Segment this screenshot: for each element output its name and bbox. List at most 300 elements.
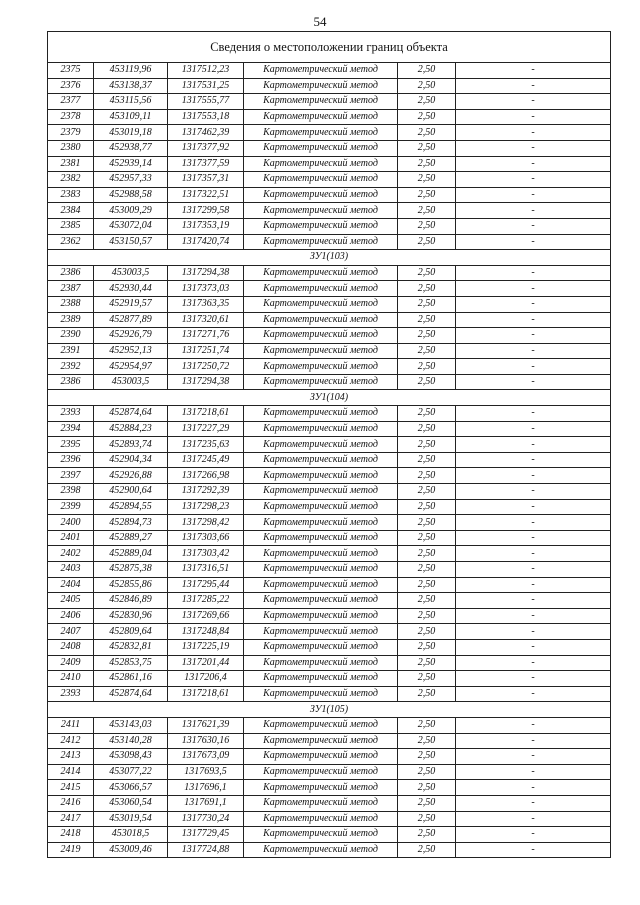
- x-coordinate-cell: 452926,79: [94, 328, 168, 344]
- table-row: [48, 608, 611, 624]
- point-number-cell: 2418: [48, 827, 94, 843]
- y-coordinate-cell: 1317303,42: [168, 546, 244, 562]
- table-body: [48, 32, 611, 858]
- description-cell: -: [456, 437, 611, 453]
- x-coordinate-cell: 452846,89: [94, 593, 168, 609]
- method-cell: Картометрический метод: [244, 187, 398, 203]
- table-row: [48, 811, 611, 827]
- point-number-cell: 2404: [48, 577, 94, 593]
- method-cell: Картометрический метод: [244, 655, 398, 671]
- method-cell: Картометрический метод: [244, 562, 398, 578]
- description-cell: -: [456, 593, 611, 609]
- table-row: [48, 546, 611, 562]
- description-cell: -: [456, 452, 611, 468]
- x-coordinate-cell: 452894,73: [94, 515, 168, 531]
- accuracy-cell: 2,50: [398, 343, 456, 359]
- accuracy-cell: 2,50: [398, 546, 456, 562]
- table-row: [48, 686, 611, 702]
- y-coordinate-cell: 1317235,63: [168, 437, 244, 453]
- point-number-cell: 2386: [48, 265, 94, 281]
- description-cell: -: [456, 218, 611, 234]
- accuracy-cell: 2,50: [398, 577, 456, 593]
- y-coordinate-cell: 1317299,58: [168, 203, 244, 219]
- description-cell: -: [456, 515, 611, 531]
- method-cell: Картометрический метод: [244, 468, 398, 484]
- y-coordinate-cell: 1317531,25: [168, 78, 244, 94]
- accuracy-cell: 2,50: [398, 265, 456, 281]
- accuracy-cell: 2,50: [398, 187, 456, 203]
- description-cell: -: [456, 125, 611, 141]
- x-coordinate-cell: 453138,37: [94, 78, 168, 94]
- table-row: [48, 452, 611, 468]
- method-cell: Картометрический метод: [244, 203, 398, 219]
- accuracy-cell: 2,50: [398, 63, 456, 79]
- table-row: [48, 203, 611, 219]
- point-number-cell: 2415: [48, 780, 94, 796]
- accuracy-cell: 2,50: [398, 421, 456, 437]
- method-cell: Картометрический метод: [244, 312, 398, 328]
- x-coordinate-cell: 452954,97: [94, 359, 168, 375]
- y-coordinate-cell: 1317373,03: [168, 281, 244, 297]
- y-coordinate-cell: 1317227,29: [168, 421, 244, 437]
- description-cell: -: [456, 109, 611, 125]
- accuracy-cell: 2,50: [398, 780, 456, 796]
- table-row: [48, 94, 611, 110]
- x-coordinate-cell: 452853,75: [94, 655, 168, 671]
- accuracy-cell: 2,50: [398, 328, 456, 344]
- y-coordinate-cell: 1317316,51: [168, 562, 244, 578]
- point-number-cell: 2397: [48, 468, 94, 484]
- description-cell: -: [456, 686, 611, 702]
- table-row: [48, 795, 611, 811]
- x-coordinate-cell: 452919,57: [94, 296, 168, 312]
- section-label: ЗУ1(104): [48, 390, 611, 406]
- accuracy-cell: 2,50: [398, 515, 456, 531]
- y-coordinate-cell: 1317724,88: [168, 842, 244, 858]
- table-row: [48, 842, 611, 858]
- table-row: [48, 406, 611, 422]
- point-number-cell: 2389: [48, 312, 94, 328]
- x-coordinate-cell: 453003,5: [94, 265, 168, 281]
- point-number-cell: 2383: [48, 187, 94, 203]
- x-coordinate-cell: 452952,13: [94, 343, 168, 359]
- section-row: [48, 250, 611, 266]
- point-number-cell: 2382: [48, 172, 94, 188]
- y-coordinate-cell: 1317269,66: [168, 608, 244, 624]
- y-coordinate-cell: 1317303,66: [168, 530, 244, 546]
- accuracy-cell: 2,50: [398, 655, 456, 671]
- x-coordinate-cell: 452809,64: [94, 624, 168, 640]
- description-cell: -: [456, 780, 611, 796]
- boundary-coordinates-table: [47, 31, 611, 858]
- y-coordinate-cell: 1317555,77: [168, 94, 244, 110]
- y-coordinate-cell: 1317621,39: [168, 717, 244, 733]
- table-row: [48, 515, 611, 531]
- x-coordinate-cell: 452904,34: [94, 452, 168, 468]
- table-row: [48, 655, 611, 671]
- description-cell: -: [456, 624, 611, 640]
- accuracy-cell: 2,50: [398, 78, 456, 94]
- method-cell: Картометрический метод: [244, 437, 398, 453]
- y-coordinate-cell: 1317285,22: [168, 593, 244, 609]
- method-cell: Картометрический метод: [244, 140, 398, 156]
- method-cell: Картометрический метод: [244, 78, 398, 94]
- description-cell: -: [456, 749, 611, 765]
- method-cell: Картометрический метод: [244, 671, 398, 687]
- method-cell: Картометрический метод: [244, 328, 398, 344]
- accuracy-cell: 2,50: [398, 312, 456, 328]
- method-cell: Картометрический метод: [244, 406, 398, 422]
- y-coordinate-cell: 1317729,45: [168, 827, 244, 843]
- section-row: [48, 390, 611, 406]
- description-cell: -: [456, 717, 611, 733]
- y-coordinate-cell: 1317266,98: [168, 468, 244, 484]
- table-row: [48, 733, 611, 749]
- accuracy-cell: 2,50: [398, 749, 456, 765]
- x-coordinate-cell: 453140,28: [94, 733, 168, 749]
- x-coordinate-cell: 452832,81: [94, 639, 168, 655]
- y-coordinate-cell: 1317320,61: [168, 312, 244, 328]
- x-coordinate-cell: 453060,54: [94, 795, 168, 811]
- point-number-cell: 2403: [48, 562, 94, 578]
- point-number-cell: 2386: [48, 374, 94, 390]
- y-coordinate-cell: 1317322,51: [168, 187, 244, 203]
- accuracy-cell: 2,50: [398, 499, 456, 515]
- method-cell: Картометрический метод: [244, 452, 398, 468]
- description-cell: -: [456, 546, 611, 562]
- point-number-cell: 2393: [48, 686, 94, 702]
- description-cell: -: [456, 312, 611, 328]
- y-coordinate-cell: 1317206,4: [168, 671, 244, 687]
- x-coordinate-cell: 452884,23: [94, 421, 168, 437]
- description-cell: -: [456, 655, 611, 671]
- y-coordinate-cell: 1317673,09: [168, 749, 244, 765]
- accuracy-cell: 2,50: [398, 639, 456, 655]
- method-cell: Картометрический метод: [244, 421, 398, 437]
- table-row: [48, 484, 611, 500]
- table-row: [48, 187, 611, 203]
- method-cell: Картометрический метод: [244, 265, 398, 281]
- description-cell: -: [456, 484, 611, 500]
- point-number-cell: 2419: [48, 842, 94, 858]
- x-coordinate-cell: 453009,29: [94, 203, 168, 219]
- table-row: [48, 312, 611, 328]
- method-cell: Картометрический метод: [244, 811, 398, 827]
- y-coordinate-cell: 1317201,44: [168, 655, 244, 671]
- x-coordinate-cell: 452893,74: [94, 437, 168, 453]
- y-coordinate-cell: 1317630,16: [168, 733, 244, 749]
- x-coordinate-cell: 452894,55: [94, 499, 168, 515]
- x-coordinate-cell: 452874,64: [94, 686, 168, 702]
- point-number-cell: 2387: [48, 281, 94, 297]
- y-coordinate-cell: 1317730,24: [168, 811, 244, 827]
- method-cell: Картометрический метод: [244, 624, 398, 640]
- point-number-cell: 2396: [48, 452, 94, 468]
- table-row: [48, 125, 611, 141]
- x-coordinate-cell: 452957,33: [94, 172, 168, 188]
- x-coordinate-cell: 452861,16: [94, 671, 168, 687]
- description-cell: -: [456, 499, 611, 515]
- description-cell: -: [456, 842, 611, 858]
- method-cell: Картометрический метод: [244, 515, 398, 531]
- description-cell: -: [456, 733, 611, 749]
- x-coordinate-cell: 453119,96: [94, 63, 168, 79]
- accuracy-cell: 2,50: [398, 593, 456, 609]
- description-cell: -: [456, 764, 611, 780]
- page-number: 54: [313, 14, 327, 29]
- description-cell: -: [456, 562, 611, 578]
- method-cell: Картометрический метод: [244, 717, 398, 733]
- point-number-cell: 2412: [48, 733, 94, 749]
- y-coordinate-cell: 1317225,19: [168, 639, 244, 655]
- x-coordinate-cell: 453077,22: [94, 764, 168, 780]
- accuracy-cell: 2,50: [398, 811, 456, 827]
- method-cell: Картометрический метод: [244, 842, 398, 858]
- table-row: [48, 265, 611, 281]
- y-coordinate-cell: 1317357,31: [168, 172, 244, 188]
- description-cell: -: [456, 374, 611, 390]
- description-cell: -: [456, 281, 611, 297]
- description-cell: -: [456, 406, 611, 422]
- x-coordinate-cell: 453098,43: [94, 749, 168, 765]
- x-coordinate-cell: 452889,27: [94, 530, 168, 546]
- x-coordinate-cell: 453018,5: [94, 827, 168, 843]
- point-number-cell: 2384: [48, 203, 94, 219]
- y-coordinate-cell: 1317353,19: [168, 218, 244, 234]
- accuracy-cell: 2,50: [398, 795, 456, 811]
- method-cell: Картометрический метод: [244, 218, 398, 234]
- point-number-cell: 2392: [48, 359, 94, 375]
- accuracy-cell: 2,50: [398, 530, 456, 546]
- y-coordinate-cell: 1317377,59: [168, 156, 244, 172]
- table-row: [48, 172, 611, 188]
- y-coordinate-cell: 1317512,23: [168, 63, 244, 79]
- description-cell: -: [456, 811, 611, 827]
- method-cell: Картометрический метод: [244, 156, 398, 172]
- x-coordinate-cell: 452830,96: [94, 608, 168, 624]
- point-number-cell: 2379: [48, 125, 94, 141]
- x-coordinate-cell: 453003,5: [94, 374, 168, 390]
- point-number-cell: 2417: [48, 811, 94, 827]
- table-row: [48, 499, 611, 515]
- point-number-cell: 2413: [48, 749, 94, 765]
- point-number-cell: 2401: [48, 530, 94, 546]
- method-cell: Картометрический метод: [244, 484, 398, 500]
- accuracy-cell: 2,50: [398, 842, 456, 858]
- table-row: [48, 218, 611, 234]
- accuracy-cell: 2,50: [398, 764, 456, 780]
- point-number-cell: 2390: [48, 328, 94, 344]
- table-row: [48, 109, 611, 125]
- table-row: [48, 421, 611, 437]
- description-cell: -: [456, 639, 611, 655]
- accuracy-cell: 2,50: [398, 109, 456, 125]
- point-number-cell: 2407: [48, 624, 94, 640]
- x-coordinate-cell: 453115,56: [94, 94, 168, 110]
- table-row: [48, 374, 611, 390]
- method-cell: Картометрический метод: [244, 343, 398, 359]
- y-coordinate-cell: 1317271,76: [168, 328, 244, 344]
- accuracy-cell: 2,50: [398, 218, 456, 234]
- y-coordinate-cell: 1317462,39: [168, 125, 244, 141]
- table-row: [48, 296, 611, 312]
- method-cell: Картометрический метод: [244, 639, 398, 655]
- accuracy-cell: 2,50: [398, 234, 456, 250]
- x-coordinate-cell: 452874,64: [94, 406, 168, 422]
- point-number-cell: 2408: [48, 639, 94, 655]
- point-number-cell: 2362: [48, 234, 94, 250]
- y-coordinate-cell: 1317294,38: [168, 265, 244, 281]
- method-cell: Картометрический метод: [244, 109, 398, 125]
- x-coordinate-cell: 453009,46: [94, 842, 168, 858]
- accuracy-cell: 2,50: [398, 624, 456, 640]
- y-coordinate-cell: 1317691,1: [168, 795, 244, 811]
- x-coordinate-cell: 453072,04: [94, 218, 168, 234]
- description-cell: -: [456, 328, 611, 344]
- method-cell: Картометрический метод: [244, 499, 398, 515]
- table-row: [48, 577, 611, 593]
- table-row: [48, 593, 611, 609]
- accuracy-cell: 2,50: [398, 359, 456, 375]
- table-row: [48, 140, 611, 156]
- point-number-cell: 2377: [48, 94, 94, 110]
- point-number-cell: 2411: [48, 717, 94, 733]
- point-number-cell: 2391: [48, 343, 94, 359]
- description-cell: -: [456, 530, 611, 546]
- description-cell: -: [456, 172, 611, 188]
- accuracy-cell: 2,50: [398, 452, 456, 468]
- x-coordinate-cell: 452930,44: [94, 281, 168, 297]
- accuracy-cell: 2,50: [398, 406, 456, 422]
- description-cell: -: [456, 343, 611, 359]
- y-coordinate-cell: 1317218,61: [168, 406, 244, 422]
- y-coordinate-cell: 1317248,84: [168, 624, 244, 640]
- accuracy-cell: 2,50: [398, 562, 456, 578]
- description-cell: -: [456, 827, 611, 843]
- y-coordinate-cell: 1317298,23: [168, 499, 244, 515]
- point-number-cell: 2394: [48, 421, 94, 437]
- y-coordinate-cell: 1317553,18: [168, 109, 244, 125]
- accuracy-cell: 2,50: [398, 437, 456, 453]
- table-row: [48, 359, 611, 375]
- accuracy-cell: 2,50: [398, 172, 456, 188]
- method-cell: Картометрический метод: [244, 577, 398, 593]
- x-coordinate-cell: 452988,58: [94, 187, 168, 203]
- accuracy-cell: 2,50: [398, 281, 456, 297]
- point-number-cell: 2388: [48, 296, 94, 312]
- x-coordinate-cell: 453019,54: [94, 811, 168, 827]
- point-number-cell: 2375: [48, 63, 94, 79]
- table-row: [48, 717, 611, 733]
- description-cell: -: [456, 671, 611, 687]
- accuracy-cell: 2,50: [398, 671, 456, 687]
- accuracy-cell: 2,50: [398, 296, 456, 312]
- section-label: ЗУ1(105): [48, 702, 611, 718]
- point-number-cell: 2399: [48, 499, 94, 515]
- table-row: [48, 530, 611, 546]
- method-cell: Картометрический метод: [244, 749, 398, 765]
- description-cell: -: [456, 203, 611, 219]
- y-coordinate-cell: 1317298,42: [168, 515, 244, 531]
- y-coordinate-cell: 1317377,92: [168, 140, 244, 156]
- description-cell: -: [456, 140, 611, 156]
- method-cell: Картометрический метод: [244, 593, 398, 609]
- point-number-cell: 2385: [48, 218, 94, 234]
- y-coordinate-cell: 1317696,1: [168, 780, 244, 796]
- point-number-cell: 2378: [48, 109, 94, 125]
- description-cell: -: [456, 265, 611, 281]
- accuracy-cell: 2,50: [398, 484, 456, 500]
- point-number-cell: 2400: [48, 515, 94, 531]
- method-cell: Картометрический метод: [244, 359, 398, 375]
- y-coordinate-cell: 1317295,44: [168, 577, 244, 593]
- point-number-cell: 2405: [48, 593, 94, 609]
- method-cell: Картометрический метод: [244, 374, 398, 390]
- x-coordinate-cell: 452900,64: [94, 484, 168, 500]
- table-row: [48, 827, 611, 843]
- description-cell: -: [456, 63, 611, 79]
- method-cell: Картометрический метод: [244, 827, 398, 843]
- x-coordinate-cell: 452875,38: [94, 562, 168, 578]
- y-coordinate-cell: 1317292,39: [168, 484, 244, 500]
- point-number-cell: 2402: [48, 546, 94, 562]
- x-coordinate-cell: 453150,57: [94, 234, 168, 250]
- y-coordinate-cell: 1317693,5: [168, 764, 244, 780]
- x-coordinate-cell: 453143,03: [94, 717, 168, 733]
- point-number-cell: 2398: [48, 484, 94, 500]
- method-cell: Картометрический метод: [244, 780, 398, 796]
- method-cell: Картометрический метод: [244, 63, 398, 79]
- description-cell: -: [456, 187, 611, 203]
- accuracy-cell: 2,50: [398, 125, 456, 141]
- section-row: [48, 702, 611, 718]
- table-row: [48, 234, 611, 250]
- table-row: [48, 624, 611, 640]
- table-row: [48, 63, 611, 79]
- method-cell: Картометрический метод: [244, 546, 398, 562]
- table-row: [48, 156, 611, 172]
- table-row: [48, 328, 611, 344]
- point-number-cell: 2410: [48, 671, 94, 687]
- section-label: ЗУ1(103): [48, 250, 611, 266]
- y-coordinate-cell: 1317250,72: [168, 359, 244, 375]
- x-coordinate-cell: 453109,11: [94, 109, 168, 125]
- accuracy-cell: 2,50: [398, 468, 456, 484]
- x-coordinate-cell: 453019,18: [94, 125, 168, 141]
- y-coordinate-cell: 1317218,61: [168, 686, 244, 702]
- method-cell: Картометрический метод: [244, 94, 398, 110]
- x-coordinate-cell: 452938,77: [94, 140, 168, 156]
- method-cell: Картометрический метод: [244, 172, 398, 188]
- method-cell: Картометрический метод: [244, 296, 398, 312]
- x-coordinate-cell: 452855,86: [94, 577, 168, 593]
- accuracy-cell: 2,50: [398, 374, 456, 390]
- description-cell: -: [456, 795, 611, 811]
- point-number-cell: 2395: [48, 437, 94, 453]
- table-row: [48, 671, 611, 687]
- method-cell: Картометрический метод: [244, 530, 398, 546]
- description-cell: -: [456, 577, 611, 593]
- x-coordinate-cell: 453066,57: [94, 780, 168, 796]
- y-coordinate-cell: 1317294,38: [168, 374, 244, 390]
- point-number-cell: 2381: [48, 156, 94, 172]
- description-cell: -: [456, 421, 611, 437]
- point-number-cell: 2380: [48, 140, 94, 156]
- point-number-cell: 2393: [48, 406, 94, 422]
- method-cell: Картометрический метод: [244, 795, 398, 811]
- description-cell: -: [456, 468, 611, 484]
- table-row: [48, 639, 611, 655]
